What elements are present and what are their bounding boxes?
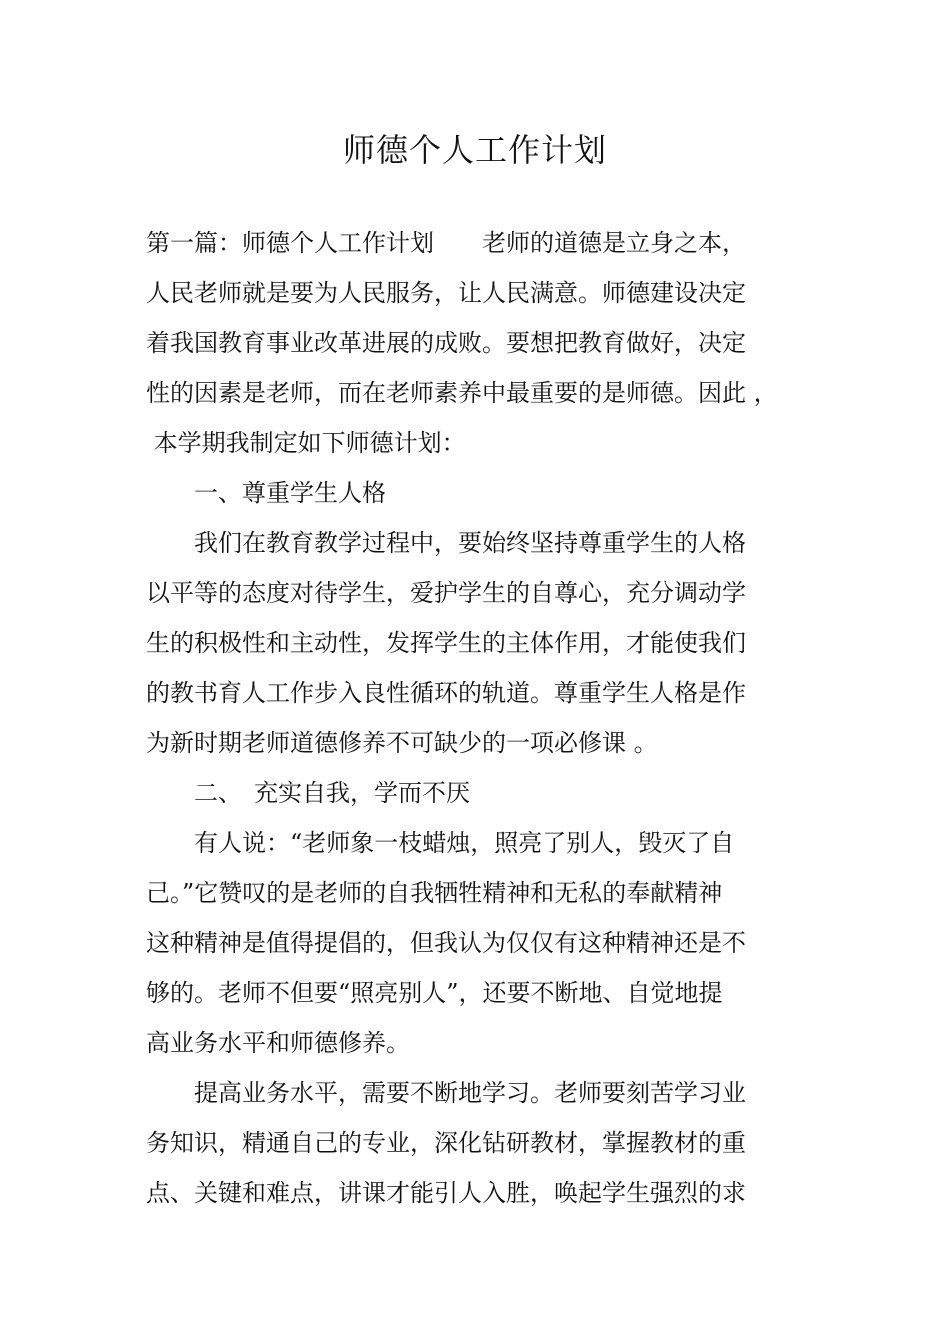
text-line: 的教书育人工作步入良性循环的轨道。尊重学生人格是作 bbox=[146, 679, 746, 707]
text-line: 为新时期老师道德修养不可缺少的一项必修课 。 bbox=[146, 729, 658, 757]
text-line: 点、关键和难点，讲课才能引人入胜，唤起学生强烈的求 bbox=[146, 1179, 746, 1207]
text-line: 高业务水平和师德修养。 bbox=[146, 1029, 410, 1057]
text-line: 己。”它赞叹的是老师的自我牺牲精神和无私的奉献精神 bbox=[146, 879, 723, 907]
text-line: 性的因素是老师，而在老师素养中最重要的是师德。因此 ， bbox=[146, 379, 778, 407]
document-title: 师德个人工作计划 bbox=[342, 131, 607, 169]
text-line: 生的积极性和主动性，发挥学生的主体作用，才能使我们 bbox=[146, 629, 746, 657]
text-line: 有人说：“老师象一枝蜡烛，照亮了别人，毁灭了自 bbox=[146, 829, 735, 857]
text-line: 第一篇：师德个人工作计划 老师的道德是立身之本， bbox=[146, 229, 746, 257]
text-line: 我们在教育教学过程中，要始终坚持尊重学生的人格 bbox=[146, 529, 746, 557]
text-line: 这种精神是值得提倡的，但我认为仅仅有这种精神还是不 bbox=[146, 929, 746, 957]
text-line: 够的。老师不但要“照亮别人”，还要不断地、自觉地提 bbox=[146, 979, 723, 1007]
text-line: 提高业务水平，需要不断地学习。老师要刻苦学习业 bbox=[146, 1079, 746, 1107]
text-line: 本学期我制定如下师德计划： bbox=[146, 429, 466, 457]
section-heading: 一、尊重学生人格 bbox=[146, 479, 386, 507]
text-line: 着我国教育事业改革进展的成败。要想把教育做好，决定 bbox=[146, 329, 746, 357]
text-line: 人民老师就是要为人民服务，让人民满意。师德建设决定 bbox=[146, 279, 746, 307]
text-line: 以平等的态度对待学生，爱护学生的自尊心，充分调动学 bbox=[146, 579, 746, 607]
section-heading: 二、 充实自我，学而不厌 bbox=[146, 779, 470, 807]
text-line: 务知识，精通自己的专业，深化钻研教材，掌握教材的重 bbox=[146, 1129, 746, 1157]
